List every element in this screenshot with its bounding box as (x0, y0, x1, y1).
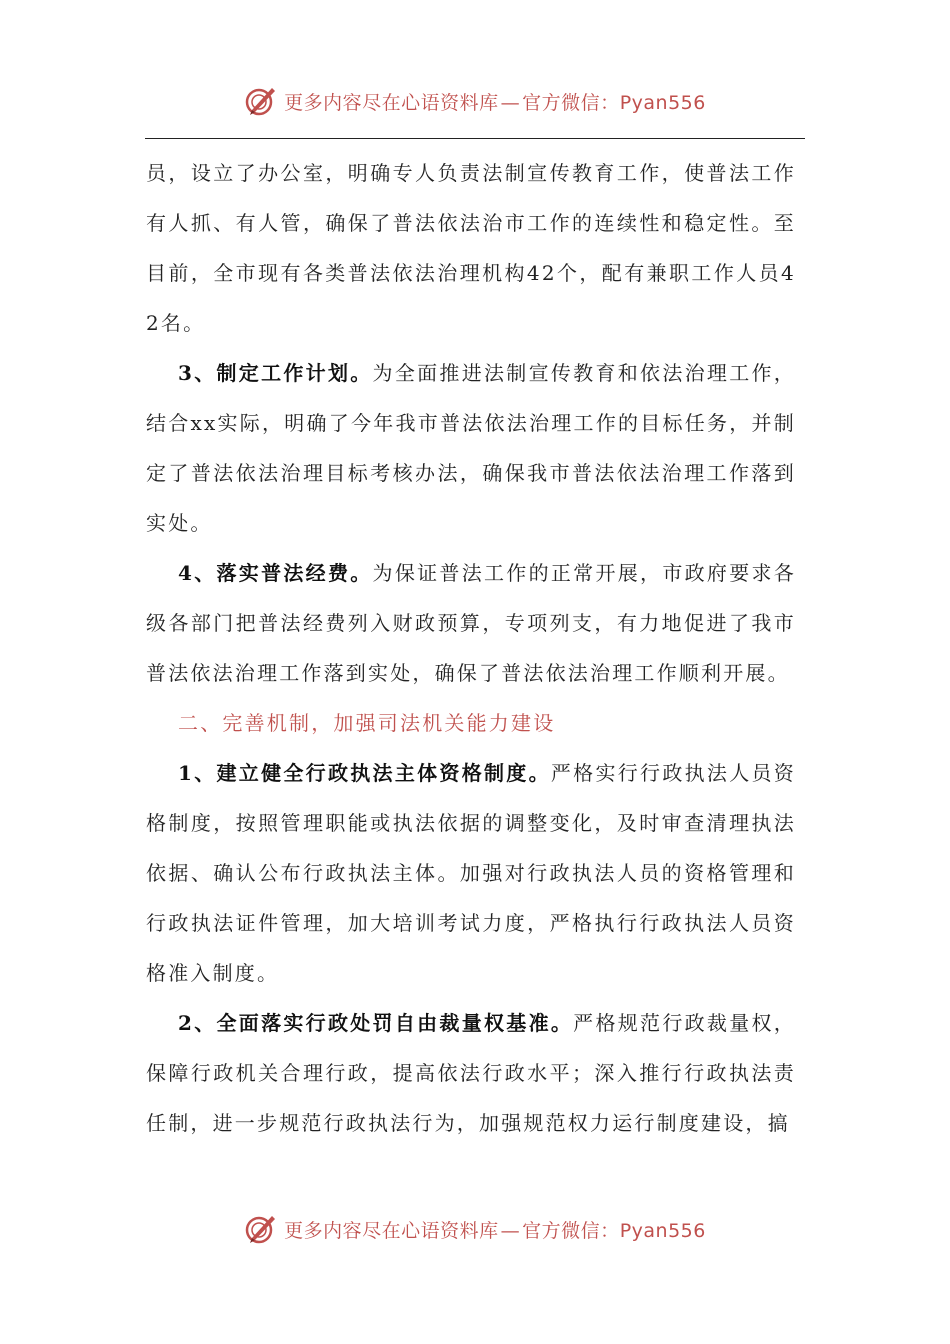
paragraph-5 (146, 998, 796, 1148)
section-heading-2: 二、完善机制，加强司法机关能力建设 (178, 711, 556, 735)
footer-banner (0, 1212, 950, 1246)
paragraph-3 (146, 548, 796, 698)
paragraph-4-text: 严格实行行政执法人员资格制度，按照管理职能或执法依据的调整变化，及时审查清理执法依据、确认公布行政执法主体。加强对行政执法人员的资格管理和行政执法证件管理，加大培训考试力度，严格执行行政执法人员资格准入制度。 (146, 761, 796, 985)
paragraph-5-title: 2、全面落实行政处罚自由裁量权基准。 (178, 1011, 574, 1035)
paragraph-5-text: 严格规范行政裁量权，保障行政机关合理行政，提高依法行政水平；深入推行行政执法责任制，进一步规范行政执法行为，加强规范权力运行制度建设，搞 (146, 1011, 796, 1135)
footer-banner-text (284, 1216, 706, 1243)
footer-separator: — (500, 1219, 521, 1242)
paragraph-2 (146, 348, 796, 548)
banner-main-text: 更多内容尽在心语资料库 (284, 91, 499, 114)
footer-main-text: 更多内容尽在心语资料库 (284, 1219, 499, 1242)
paragraph-2-text: 为全面推进法制宣传教育和依法治理工作，结合xx实际，明确了今年我市普法依法治理工作的目标任务，并制定了普法依法治理目标考核办法，确保我市普法依法治理工作落到实处。 (146, 361, 796, 535)
header-divider (145, 138, 805, 139)
paragraph-4 (146, 748, 796, 998)
footer-official-label: 官方微信： (522, 1219, 620, 1242)
banner-separator: — (500, 91, 521, 114)
pen-in-circle-icon (244, 1212, 278, 1246)
pen-in-circle-icon (244, 84, 278, 118)
paragraph-1: 员，设立了办公室，明确专人负责法制宣传教育工作，使普法工作有人抓、有人管，确保了普法依法治市工作的连续性和稳定性。至目前，全市现有各类普法依法治理机构42个，配有兼职工作人员42名。 (146, 161, 796, 335)
paragraph-2-title: 3、制定工作计划。 (178, 361, 373, 385)
document-body (146, 148, 796, 1148)
banner-text (284, 88, 706, 115)
paragraph-4-title: 1、建立健全行政执法主体资格制度。 (178, 761, 551, 785)
paragraph-3-title: 4、落实普法经费。 (178, 561, 373, 585)
header-banner (0, 84, 950, 118)
footer-wechat-id: Pyan556 (619, 1219, 706, 1242)
paragraph-3-text: 为保证普法工作的正常开展，市政府要求各级各部门把普法经费列入财政预算，专项列支，有力地促进了我市普法依法治理工作落到实处，确保了普法依法治理工作顺利开展。 (146, 561, 796, 685)
banner-official-label: 官方微信： (522, 91, 620, 114)
banner-wechat-id: Pyan556 (619, 91, 706, 114)
